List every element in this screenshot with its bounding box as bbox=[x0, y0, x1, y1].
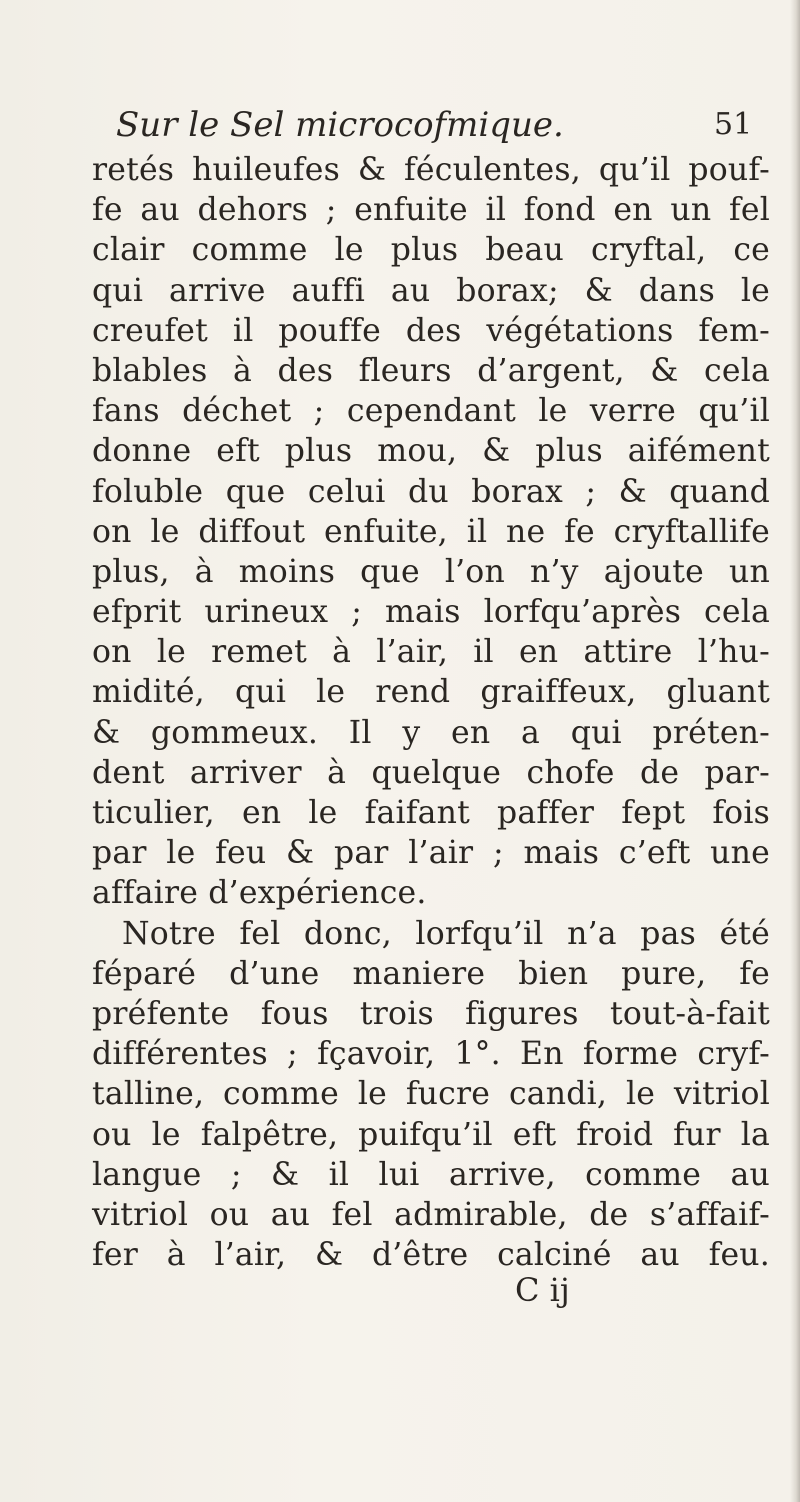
text-line: préfente fous trois figures tout-à-fait bbox=[92, 995, 770, 1032]
text-line: fer à l’air, & d’être calciné au feu. bbox=[92, 1237, 770, 1274]
text-line: midité, qui le rend graiffeux, gluant bbox=[92, 674, 770, 711]
text-line: & gommeux. Il y en a qui préten- bbox=[92, 714, 770, 751]
text-line: fe au dehors ; enfuite il fond en un fel bbox=[92, 192, 770, 229]
text-line: talline, comme le fucre candi, le vitriol bbox=[92, 1076, 770, 1113]
page-edge-shadow bbox=[790, 0, 800, 1502]
text-line: langue ; & il lui arrive, comme au bbox=[92, 1156, 770, 1193]
text-line: creufet il pouffe des végétations fem- bbox=[92, 312, 770, 349]
running-head-title: Sur le Sel microcofmique. bbox=[116, 105, 564, 145]
running-head bbox=[116, 100, 756, 150]
text-line: clair comme le plus beau cryftal, ce bbox=[92, 232, 770, 269]
text-line: affaire d’expérience. bbox=[92, 875, 427, 912]
text-line: donne eft plus mou, & plus aifément bbox=[92, 433, 770, 470]
text-line: efprit urineux ; mais lorfqu’après cela bbox=[92, 594, 770, 631]
text-line: par le feu & par l’air ; mais c’eft une bbox=[92, 835, 770, 872]
paragraph-start-line: Notre fel donc, lorfqu’il n’a pas été bbox=[122, 915, 770, 952]
text-line: féparé d’une maniere bien pure, fe bbox=[92, 955, 770, 992]
text-line: fans déchet ; cependant le verre qu’il bbox=[92, 393, 770, 430]
text-line: retés huileufes & féculentes, qu’il pouf- bbox=[92, 152, 770, 188]
text-line: blables à des fleurs d’argent, & cela bbox=[92, 352, 770, 389]
text-line: dent arriver à quelque chofe de par- bbox=[92, 754, 770, 791]
text-line: vitriol ou au fel admirable, de s’affaif- bbox=[92, 1196, 770, 1233]
page-number: 51 bbox=[714, 107, 753, 142]
text-line: différentes ; fçavoir, 1°. En forme cryf- bbox=[92, 1036, 770, 1073]
body-text bbox=[92, 150, 770, 1275]
text-line: plus, à moins que l’on n’y ajoute un bbox=[92, 553, 770, 590]
text-line: qui arrive auffi au borax; & dans le bbox=[92, 272, 770, 309]
text-line: ticulier, en le faifant paffer fept fois bbox=[92, 795, 770, 831]
text-line: on le remet à l’air, il en attire l’hu- bbox=[92, 634, 770, 671]
text-line: ou le falpêtre, puifqu’il eft froid fur la bbox=[92, 1116, 770, 1153]
text-line: on le diffout enfuite, il ne fe cryftallife bbox=[92, 513, 770, 550]
signature-mark: C ij bbox=[515, 1271, 570, 1309]
text-line: foluble que celui du borax ; & quand bbox=[92, 473, 770, 510]
